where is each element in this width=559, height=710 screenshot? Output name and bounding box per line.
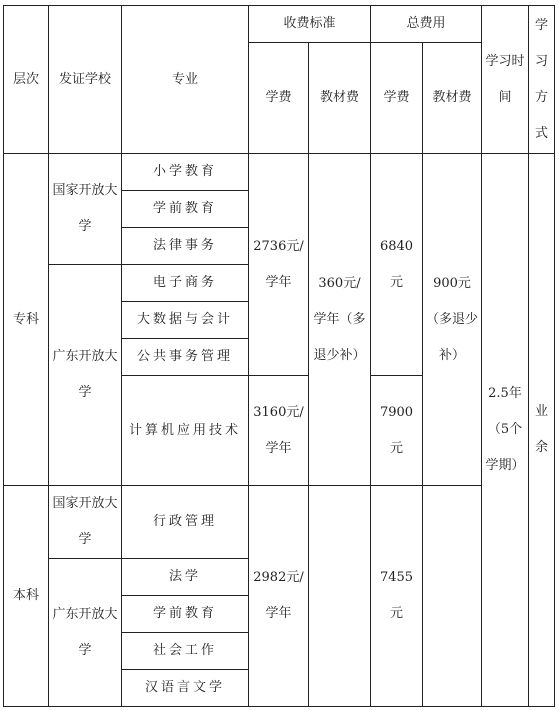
fee-table [3,5,555,707]
material-fee: 360元/学年（多退少补） [309,154,371,486]
school-national: 国家开放大学 [49,154,122,265]
major-cell: 大数据与会计 [122,302,249,339]
school-national: 国家开放大学 [49,486,122,559]
header-major: 专业 [122,6,249,154]
header-level: 层次 [4,6,49,154]
level-zhuanke: 专科 [4,154,49,486]
header-total-cost: 总费用 [371,6,482,43]
tuition-a: 2736元/学年 [249,154,309,376]
header-study-time: 学习时间 [482,6,529,154]
major-cell: 公共事务管理 [122,339,249,376]
school-guangdong: 广东开放大学 [49,559,122,707]
header-fee-standard: 收费标准 [249,6,371,43]
tuition-c: 2982元/学年 [249,486,309,707]
total-material-benke [423,486,482,707]
school-guangdong: 广东开放大学 [49,265,122,486]
major-cell: 电子商务 [122,265,249,302]
total-a: 6840元 [371,154,423,376]
total-b: 7900元 [371,376,423,486]
study-mode: 业余 [529,154,555,707]
major-cell: 法律事务 [122,228,249,265]
total-material: 900元（多退少补） [423,154,482,486]
major-cell: 行政管理 [122,486,249,559]
tuition-b: 3160元/学年 [249,376,309,486]
major-cell: 法学 [122,559,249,596]
material-fee-benke [309,486,371,707]
major-cell: 计算机应用技术 [122,376,249,486]
major-cell: 汉语言文学 [122,670,249,707]
header-study-mode: 学习方式 [529,6,555,154]
header-total-tuition: 学费 [371,43,423,154]
major-cell: 小学教育 [122,154,249,191]
total-c: 7455元 [371,486,423,707]
header-total-material: 教材费 [423,43,482,154]
major-cell: 社会工作 [122,633,249,670]
major-cell: 学前教育 [122,191,249,228]
level-benke: 本科 [4,486,49,707]
major-cell: 学前教育 [122,596,249,633]
header-tuition: 学费 [249,43,309,154]
study-time: 2.5年（5个学期） [482,154,529,707]
header-school: 发证学校 [49,6,122,154]
header-material: 教材费 [309,43,371,154]
